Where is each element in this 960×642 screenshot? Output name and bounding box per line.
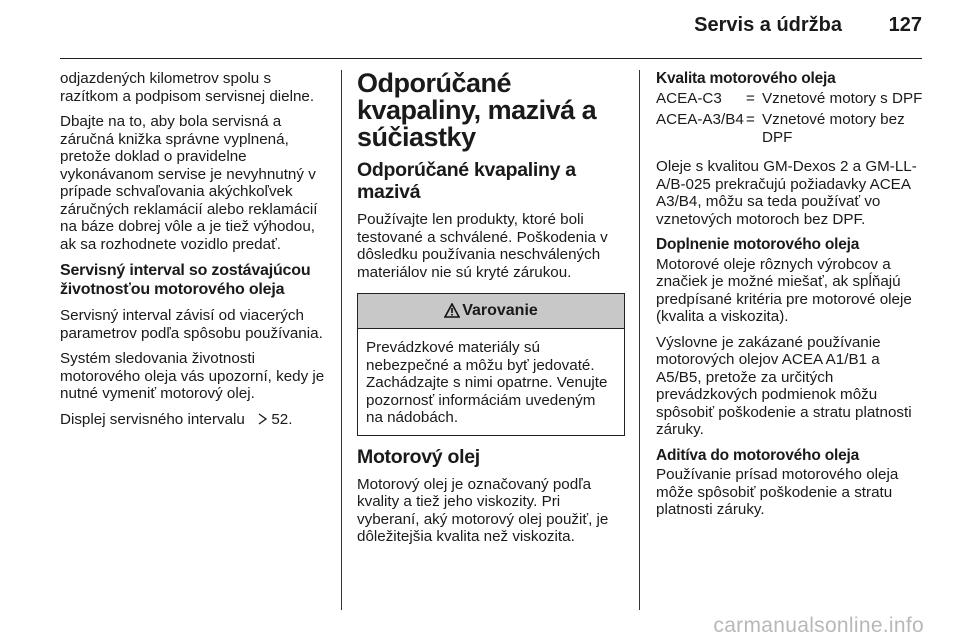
- chapter-heading: Odporúčané kvapaliny, mazivá a súčiastky: [357, 68, 597, 152]
- warning-body: Prevádzkové materiály sú nebezpečné a môžu byť jedovaté. Zachádzajte s nimi opatrne. Venujte pozornosť informáciám uvedeným na nádobách.: [366, 339, 608, 426]
- warning-box: [357, 293, 625, 436]
- spec-description: Vznetové motory s DPF: [762, 89, 923, 107]
- paragraph: Servisný interval závisí od viacerých parametrov podľa spôsobu používania.: [60, 307, 323, 342]
- paragraph: odjazdených kilometrov spolu s razítkom a podpisom servisnej dielne.: [60, 70, 315, 105]
- spec-row: [656, 90, 924, 108]
- paragraph: Oleje s kvalitou GM-Dexos 2 a GM-LL-A/B-025 prekračujú požiadavky ACEA A3/B4, môžu sa teda používať vo vznetových motoroch bez DPF.: [656, 158, 917, 228]
- column-2: [357, 70, 625, 554]
- paragraph: Používajte len produkty, ktoré boli testované a schválené. Poškodenia v dôsledku používania neschválených materiálov nie sú kryté zárukou.: [357, 211, 608, 281]
- spec-code: ACEA-A3/B4: [656, 111, 744, 128]
- warning-title: Varovanie: [462, 302, 538, 319]
- paragraph: Výslovne je zakázané používanie motorových olejov ACEA A1/B1 a A5/B5, pretože za určitých prevádzkových podmienok môžu spôsobiť poškodenie a stratu platnosti záruky.: [656, 333, 912, 438]
- reference-arrow-icon-glyph: [258, 413, 267, 425]
- page-header: [0, 0, 960, 62]
- paragraph: Motorové oleje rôznych výrobcov a značiek je možné miešať, ak spĺňajú predpísané kritéria pre motorové oleje (kvalita a viskozita).: [656, 255, 912, 325]
- reference-page: 52.: [267, 410, 293, 428]
- section-heading: Aditíva do motorového oleja: [656, 446, 860, 464]
- warning-header: [358, 294, 624, 329]
- section-title: Servis a údržba: [694, 14, 842, 36]
- spec-row: [656, 111, 924, 146]
- section-heading: Doplnenie motorového oleja: [656, 236, 860, 253]
- column-divider-2: [639, 70, 640, 610]
- section-heading: Kvalita motorového oleja: [656, 70, 836, 87]
- page-number: 127: [888, 14, 922, 36]
- reference-arrow-icon: [249, 416, 258, 434]
- section-heading: Motorový olej: [357, 445, 480, 468]
- cross-reference[interactable]: [60, 411, 328, 434]
- column-3: [656, 70, 924, 527]
- section-heading: Odporúčané kvapaliny a mazivá: [357, 159, 576, 203]
- spec-code: ACEA-C3: [656, 89, 722, 107]
- paragraph: Motorový olej je označovaný podľa kvality a tiež jeho viskozity. Pri vyberaní, aký motorový olej použiť, je dôležitejšia kvalita než viskozita.: [357, 475, 609, 545]
- column-divider-1: [341, 70, 342, 610]
- header-rule: [60, 58, 922, 59]
- paragraph: Dbajte na to, aby bola servisná a záručná knižka správne vyplnená, pretože doklad o pravidelne vykonávanom servise je nevyhnutný v prípade schvaľovania akýchkoľvek záručných reklamácií alebo reklamácií na báze dobrej vôle a je tiež výhodou, ak sa rozhodnete vozidlo predať.: [60, 113, 318, 253]
- spec-description: Vznetové motory bez DPF: [762, 111, 905, 146]
- paragraph: Systém sledovania životnosti motorového oleja vás upozorní, kedy je nutné vymeniť motorový olej.: [60, 350, 325, 402]
- column-1: [60, 70, 328, 441]
- spec-equals: =: [746, 111, 755, 128]
- reference-text: Displej servisného intervalu: [60, 410, 250, 428]
- section-heading: Servisný interval so zostávajúcou životnosťou motorového oleja: [60, 262, 311, 298]
- spec-equals: =: [746, 89, 755, 107]
- paragraph: Používanie prísad motorového oleja môže spôsobiť poškodenie a stratu platnosti záruky.: [656, 466, 899, 518]
- watermark: carmanualsonline.info: [713, 614, 924, 637]
- warning-triangle-icon: [444, 303, 460, 318]
